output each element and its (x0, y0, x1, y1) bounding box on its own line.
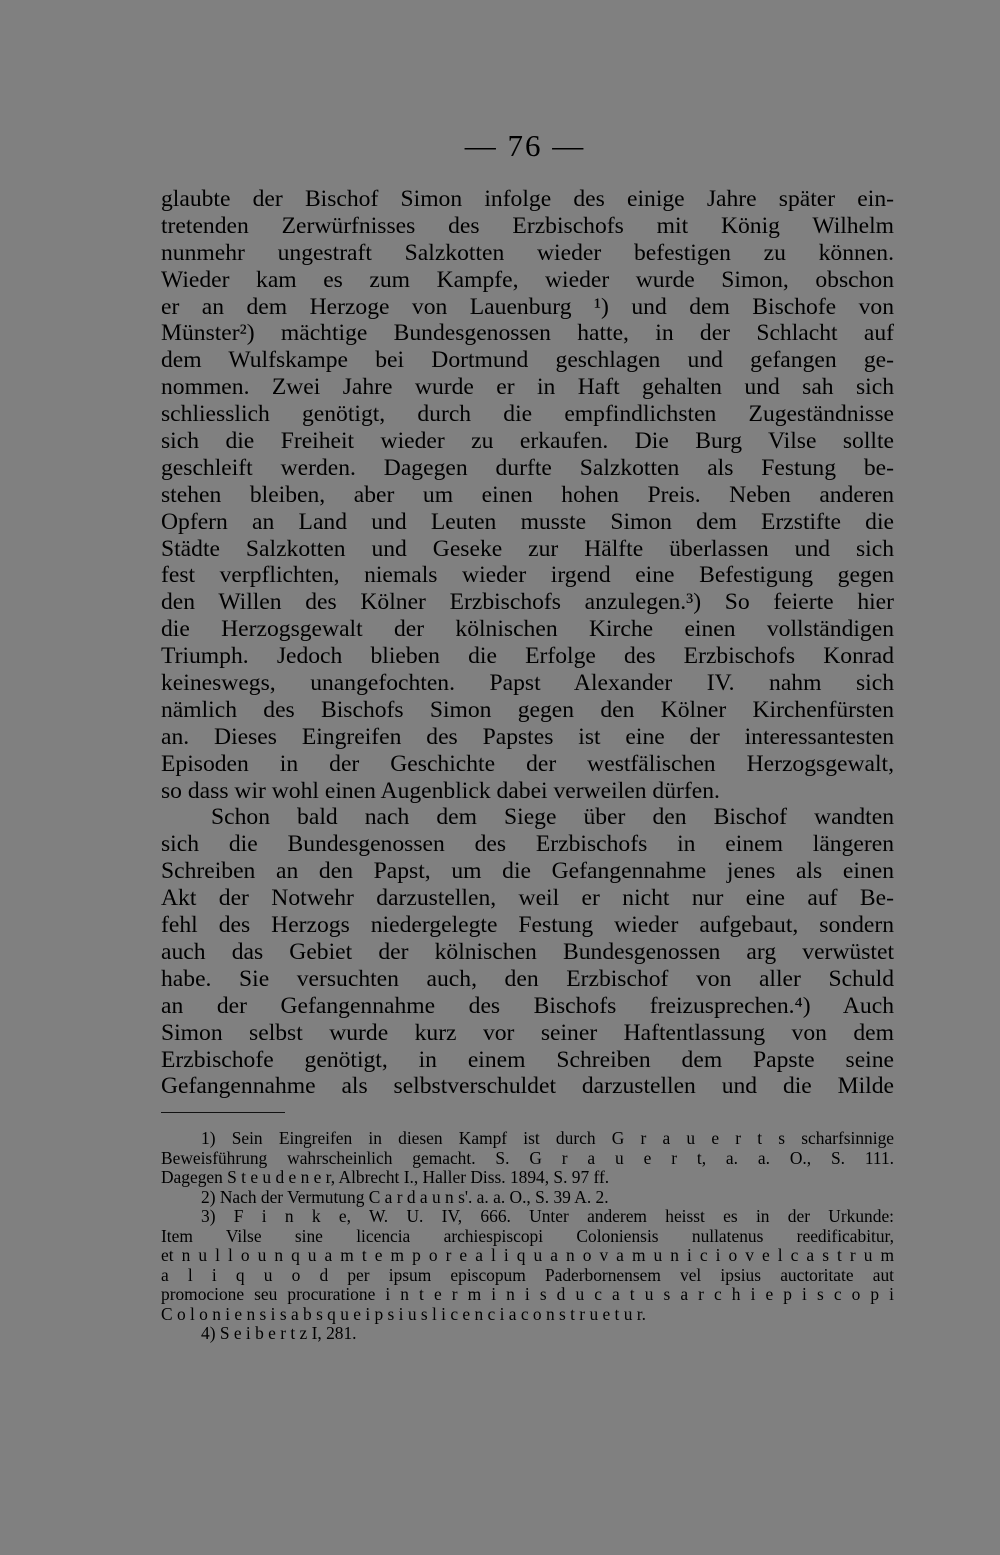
text-line: die Herzogsgewalt der kölnischen Kirche einen vollständigen (161, 616, 894, 643)
text-line: fehl des Herzogs niedergelegte Festung wieder aufgebaut, sondern (161, 912, 894, 939)
text-line: Triumph. Jedoch blieben die Erfolge des Erzbischofs Konrad (161, 643, 894, 670)
footnote-line: 4) S e i b e r t z I, 281. (201, 1323, 357, 1343)
text-line: fest verpflichten, niemals wieder irgend eine Befestigung gegen (161, 562, 894, 589)
text-line: stehen bleiben, aber um einen hohen Preis. Neben anderen (161, 481, 894, 508)
footnote-line: C o l o n i e n s i s a b s q u e i p s i u s l i c e n c i a c o n s t r u e t u r. (161, 1303, 646, 1324)
text-line: Erzbischofe genötigt, in einem Schreiben dem Papste seine (161, 1046, 894, 1073)
footnotes (161, 1129, 894, 1344)
text-line: Schon bald nach dem Siege über den Bischof wandten (211, 804, 894, 831)
text-line: den Willen des Kölner Erzbischofs anzulegen.³) So feierte hier (161, 589, 894, 616)
text-line: Episoden in der Geschichte der westfälischen Herzogsgewalt, (161, 750, 894, 777)
text-line: an der Gefangennahme des Bischofs freizusprechen.⁴) Auch (161, 992, 894, 1019)
text-line: geschleift werden. Dagegen durfte Salzkotten als Festung be- (161, 454, 894, 481)
text-line: habe. Sie versuchten auch, den Erzbischof von aller Schuld (161, 965, 894, 992)
text-line: Wieder kam es zum Kampfe, wieder wurde Simon, obschon (161, 266, 894, 293)
text-line: sich die Bundesgenossen des Erzbischofs in einem längeren (161, 831, 894, 858)
text-line: Akt der Notwehr darzustellen, weil er nicht nur eine auf Be- (161, 885, 894, 912)
body-text (161, 186, 894, 1100)
text-line: tretenden Zerwürfnisses des Erzbischofs mit König Wilhelm (161, 212, 894, 239)
text-line: keineswegs, unangefochten. Papst Alexander IV. nahm sich (161, 670, 894, 697)
text-line: er an dem Herzoge von Lauenburg ¹) und dem Bischofe von (161, 293, 894, 320)
footnote-line: Item Vilse sine licencia archiespiscopi Coloniensis nullatenus reedificabitur, (161, 1225, 894, 1246)
text-line: nommen. Zwei Jahre wurde er in Haft gehalten und sah sich (161, 374, 894, 401)
text-line: an. Dieses Eingreifen des Papstes ist eine der interessantesten (161, 723, 894, 750)
footnote-line: Dagegen S t e u d e n e r, Albrecht I., Haller Diss. 1894, S. 97 ff. (161, 1167, 610, 1187)
text-line: nämlich des Bischofs Simon gegen den Kölner Kirchenfürsten (161, 696, 894, 723)
footnote-line: et n u l l o u n q u a m t e m p o r e a l i q u a n o v a m u n i c i o v e l c a s t r u m (161, 1245, 894, 1265)
text-line: auch das Gebiet der kölnischen Bundesgenossen arg verwüstet (161, 938, 894, 965)
text-line: schliesslich genötigt, durch die empfindlichsten Zugeständnisse (161, 401, 894, 428)
text-line: so dass wir wohl einen Augenblick dabei verweilen dürfen. (161, 777, 720, 804)
footnote-line: a l i q u o d per ipsum episcopum Paderbornensem vel ipsius auctoritate aut (161, 1264, 894, 1285)
text-line: Schreiben an den Papst, um die Gefangennahme jenes als einen (161, 858, 894, 885)
text-line: Städte Salzkotten und Geseke zur Hälfte überlassen und sich (161, 535, 894, 562)
text-line: Gefangennahme als selbstverschuldet darzustellen und die Milde (161, 1073, 894, 1100)
text-line: nunmehr ungestraft Salzkotten wieder befestigen zu können. (161, 239, 894, 266)
footnote-line: 1) Sein Eingreifen in diesen Kampf ist durch G r a u e r t s scharfsinnige (201, 1128, 894, 1148)
text-line: dem Wulfskampe bei Dortmund geschlagen und gefangen ge- (161, 347, 894, 374)
text-line: Münster²) mächtige Bundesgenossen hatte, in der Schlacht auf (161, 320, 894, 347)
footnote-separator (161, 1112, 285, 1113)
footnote-line: 3) F i n k e, W. U. IV, 666. Unter anderem heisst es in der Urkunde: (201, 1206, 894, 1226)
text-line: sich die Freiheit wieder zu erkaufen. Die Burg Vilse sollte (161, 428, 894, 455)
footnote-line: promocione seu procuratione i n t e r m i n i s d u c a t u s a r c h i e p i s c o p i (161, 1284, 894, 1304)
footnote-line: Beweisführung wahrscheinlich gemacht. S. G r a u e r t, a. a. O., S. 111. (161, 1147, 894, 1168)
text-line: Opfern an Land und Leuten musste Simon dem Erzstifte die (161, 508, 894, 535)
text-line: glaubte der Bischof Simon infolge des einige Jahre später ein- (161, 186, 894, 212)
text-line: Simon selbst wurde kurz vor seiner Haftentlassung von dem (161, 1019, 894, 1046)
footnote-line: 2) Nach der Vermutung C a r d a u n s'. a. a. O., S. 39 A. 2. (201, 1186, 609, 1207)
page-number: — 76 — (464, 128, 586, 163)
